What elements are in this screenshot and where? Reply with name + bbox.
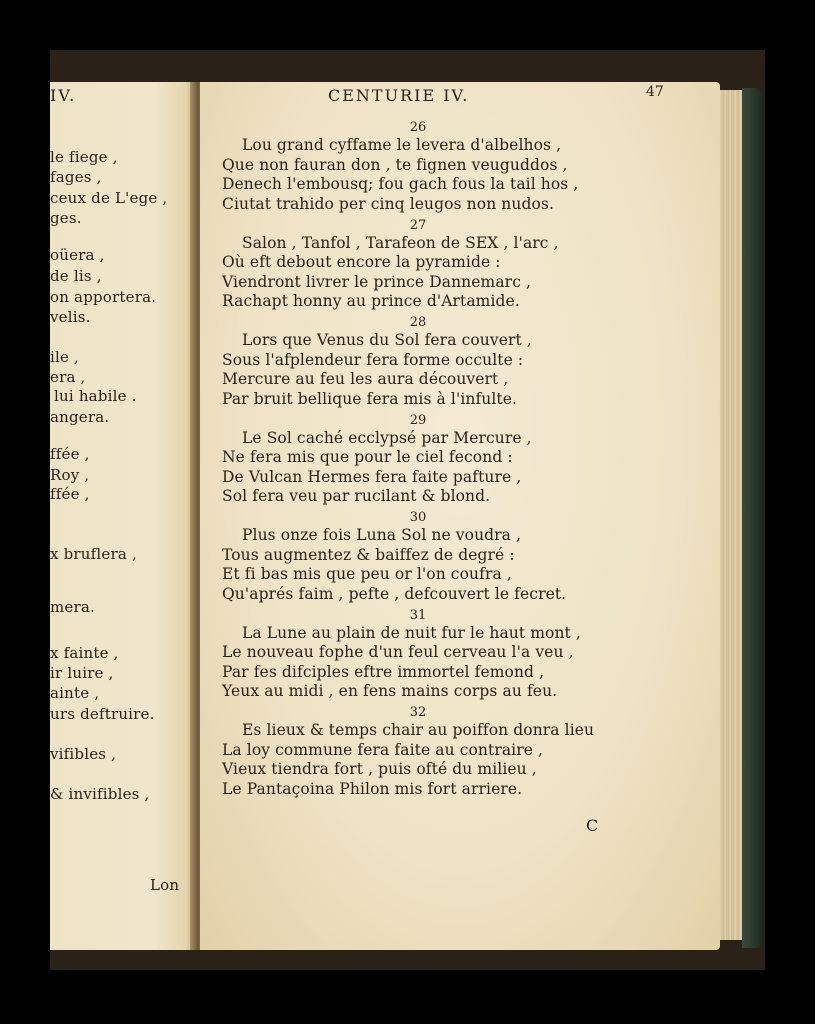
- book-photograph: [50, 50, 765, 970]
- quatrain-number: 31: [409, 607, 427, 623]
- verse-line: Tous augmentez & baiffez de degré :: [222, 545, 515, 564]
- right-page-header: CENTURIE IV.: [328, 86, 470, 105]
- left-text-line: ffée ,: [50, 445, 90, 463]
- quatrain-number: 28: [409, 315, 427, 330]
- verse-line: Es lieux & temps chair au poiffon donra lieu: [242, 721, 595, 739]
- left-text-line: era ,: [50, 368, 86, 386]
- verse-line: Lors que Venus du Sol fera couvert ,: [242, 331, 532, 349]
- left-page-header: IV.: [50, 86, 77, 105]
- left-page: [50, 82, 198, 950]
- quatrain-number: 26: [409, 120, 427, 135]
- verse-line: Plus onze fois Luna Sol ne voudra ,: [242, 526, 522, 544]
- left-text-line: ceux de L'ege ,: [50, 189, 168, 207]
- verse-line: Lou grand cyffame le levera d'albelhos ,: [242, 136, 562, 154]
- verse-line: Denech l'embousq; fou gach fous la tail hos ,: [222, 175, 579, 193]
- verse-line: Par bruit bellique fera mis à l'infulte.: [222, 389, 518, 408]
- left-text-line: Roy ,: [50, 466, 90, 484]
- left-text-line: lui habile .: [54, 387, 137, 405]
- verse-line: Le nouveau fophe d'un feul cerveau l'a veu ,: [222, 643, 574, 661]
- verse-line: De Vulcan Hermes fera faite pafture ,: [222, 467, 522, 486]
- verse-line: Viendront livrer le prince Dannemarc ,: [222, 272, 532, 291]
- left-text-line: x bruflera ,: [50, 545, 137, 563]
- verse-line: Le Pantaçoina Philon mis fort arriere.: [222, 779, 523, 798]
- left-text-line: ir luire ,: [50, 664, 114, 682]
- left-text-line: mera.: [50, 598, 95, 616]
- verse-line: Par fes difciples eftre immortel femond ,: [222, 662, 545, 681]
- left-text-line: x fainte ,: [50, 644, 119, 662]
- verse-line: Salon , Tanfol , Tarafeon de SEX , l'arc ,: [242, 233, 559, 252]
- verse-line: Où eft debout encore la pyramide :: [222, 253, 501, 271]
- left-text-line: oüera ,: [50, 246, 105, 264]
- verse-line: Yeux au midi , en fens mains corps au feu.: [222, 682, 558, 700]
- verse-line: Sol fera veu par rucilant & blond.: [222, 487, 491, 505]
- verse-line: Et fi bas mis que peu or l'on coufra ,: [222, 565, 512, 583]
- quatrain-number: 27: [409, 217, 427, 233]
- left-text-line: velis.: [50, 308, 91, 326]
- quatrain-number: 29: [409, 412, 427, 428]
- verse-line: Sous l'afplendeur fera forme occulte :: [222, 350, 524, 369]
- book-cover: [742, 88, 762, 948]
- left-text-line: fages ,: [50, 168, 102, 186]
- verse-line: Mercure au feu les aura découvert ,: [222, 370, 509, 388]
- verse-line: La Lune au plain de nuit fur le haut mont ,: [242, 623, 581, 642]
- page-number: 47: [646, 84, 664, 100]
- left-text-line: de lis ,: [50, 267, 102, 285]
- left-text-line: le fiege ,: [50, 148, 118, 166]
- left-text-line: ffée ,: [50, 485, 90, 503]
- verse-line: Ne fera mis que pour le ciel fecond :: [222, 448, 513, 466]
- left-text-line: ainte ,: [50, 684, 100, 702]
- left-text-line: & invifibles ,: [50, 785, 150, 803]
- left-text-line: ges.: [50, 209, 82, 227]
- verse-line: Vieux tiendra fort , puis ofté du milieu ,: [222, 760, 537, 778]
- verse-line: Qu'aprés faim , pefte , defcouvert le fecret.: [222, 584, 567, 603]
- left-text-line: angera.: [50, 408, 110, 426]
- quatrain-number: 30: [409, 510, 427, 525]
- quatrain-number: 32: [409, 705, 427, 720]
- signature-mark: C: [586, 816, 599, 835]
- verse-line: Le Sol caché ecclypsé par Mercure ,: [242, 428, 532, 447]
- verse-line: Que non fauran don , te fignen veuguddos ,: [222, 155, 568, 174]
- right-page: [200, 82, 720, 950]
- left-text-line: ile ,: [50, 348, 80, 366]
- left-catchword: Lon: [150, 876, 180, 894]
- left-text-line: vifibles ,: [50, 745, 117, 763]
- verse-line: La loy commune fera faite au contraire ,: [222, 740, 544, 759]
- left-text-line: on apportera.: [50, 288, 157, 306]
- left-text-line: urs deftruire.: [50, 705, 155, 723]
- verse-line: Rachapt honny au prince d'Artamide.: [222, 292, 520, 310]
- verse-line: Ciutat trahido per cinq leugos non nudos.: [222, 194, 554, 213]
